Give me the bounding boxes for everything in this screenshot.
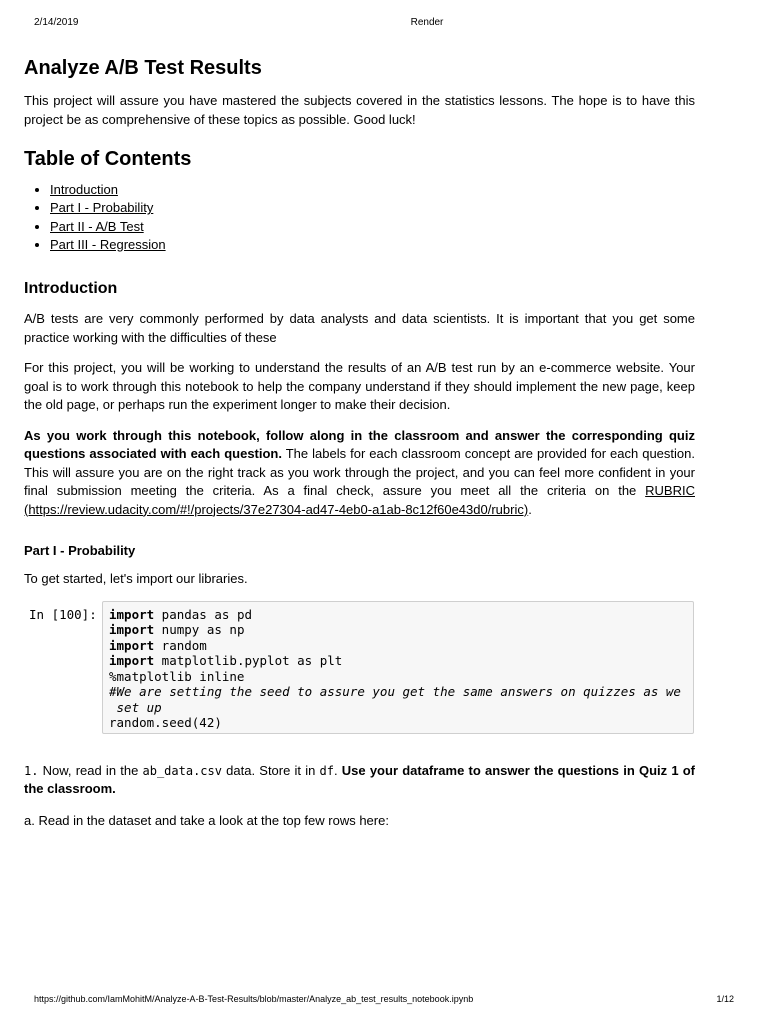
- intro-p3-text: The labels for each classroom concept are provided for each question. This will assure you are on the right track as you work through the project, and you can feel more confident in your final submission meeting the criteria. As a final check, assure you meet all the criteria on the: [24, 446, 695, 499]
- toc-item: [50, 236, 695, 254]
- print-page-number: 1/12: [716, 994, 734, 1004]
- part1-heading: Part I - Probability: [24, 543, 136, 559]
- toc-item: [50, 218, 695, 236]
- question-1: 1. Now, read in the ab_data.csv data. Store it in df. Use your dataframe to answer the questions in Quiz 1 of the classroom.: [24, 762, 695, 797]
- cell-prompt: In [100]:: [29, 606, 97, 622]
- intro-paragraph: This project will assure you have mastered the subjects covered in the statistics lessons. The hope is to have this project be as comprehensive of these topics as possible. Good luck!: [24, 93, 695, 127]
- intro-p3-end: .: [528, 501, 532, 517]
- intro-p1: A/B tests are very commonly performed by data analysts and data scientists. It is important that you get some practice working with the difficulties of these: [24, 311, 695, 345]
- code-line: import random: [109, 637, 207, 653]
- toc-heading: Table of Contents: [24, 148, 192, 170]
- code-line: import numpy as np: [109, 622, 245, 638]
- intro-p2: For this project, you will be working to understand the results of an A/B test run by an e-commerce website. Your goal is to work through this notebook to help the company understand if they should implement the new page, keep the old page, or perhaps run the experiment longer to make their decision.: [24, 360, 695, 413]
- code-line: %matplotlib inline: [109, 668, 245, 684]
- code-cell: [24, 601, 695, 738]
- code-editor[interactable]: [102, 601, 694, 734]
- print-title: Render: [410, 17, 444, 28]
- toc-link-introduction[interactable]: Introduction: [50, 182, 118, 197]
- print-url: https://github.com/IamMohitM/Analyze-A-B-Test-Results/blob/master/Analyze_ab_test_results_notebook.ipynb: [34, 994, 474, 1004]
- intro-p3-bold: As you work through this notebook, follow along in the classroom and answer the corresponding quiz questions associated with each question.: [24, 427, 695, 462]
- code-line: import matplotlib.pyplot as plt: [109, 653, 343, 669]
- toc-link-part2[interactable]: Part II - A/B Test: [50, 218, 144, 234]
- part1-intro: To get started, let's import our libraries.: [24, 571, 248, 587]
- toc-link-part1[interactable]: Part I - Probability: [50, 200, 154, 216]
- code-comment: #We are setting the seed to assure you get the same answers on quizzes as we: [109, 684, 681, 700]
- toc-link-part3[interactable]: Part III - Regression: [50, 236, 166, 252]
- introduction-heading: Introduction: [24, 280, 118, 298]
- page-title: Analyze A/B Test Results: [24, 57, 262, 79]
- intro-p3: [24, 427, 695, 520]
- code-line: import pandas as pd: [109, 606, 252, 622]
- toc-list: [24, 181, 695, 254]
- rubric-link[interactable]: RUBRIC (https://review.udacity.com/#!/projects/37e27304-ad47-4eb0-a1ab-8c12f60e43d0/rubric): [24, 483, 695, 517]
- print-date: 2/14/2019: [34, 17, 79, 28]
- toc-item: [50, 181, 695, 199]
- code-comment: set up: [109, 699, 162, 715]
- question-1a: a. Read in the dataset and take a look at the top few rows here:: [24, 812, 389, 828]
- toc-item: [50, 199, 695, 217]
- notebook-content: [24, 54, 695, 830]
- code-line: random.seed(42): [109, 715, 222, 731]
